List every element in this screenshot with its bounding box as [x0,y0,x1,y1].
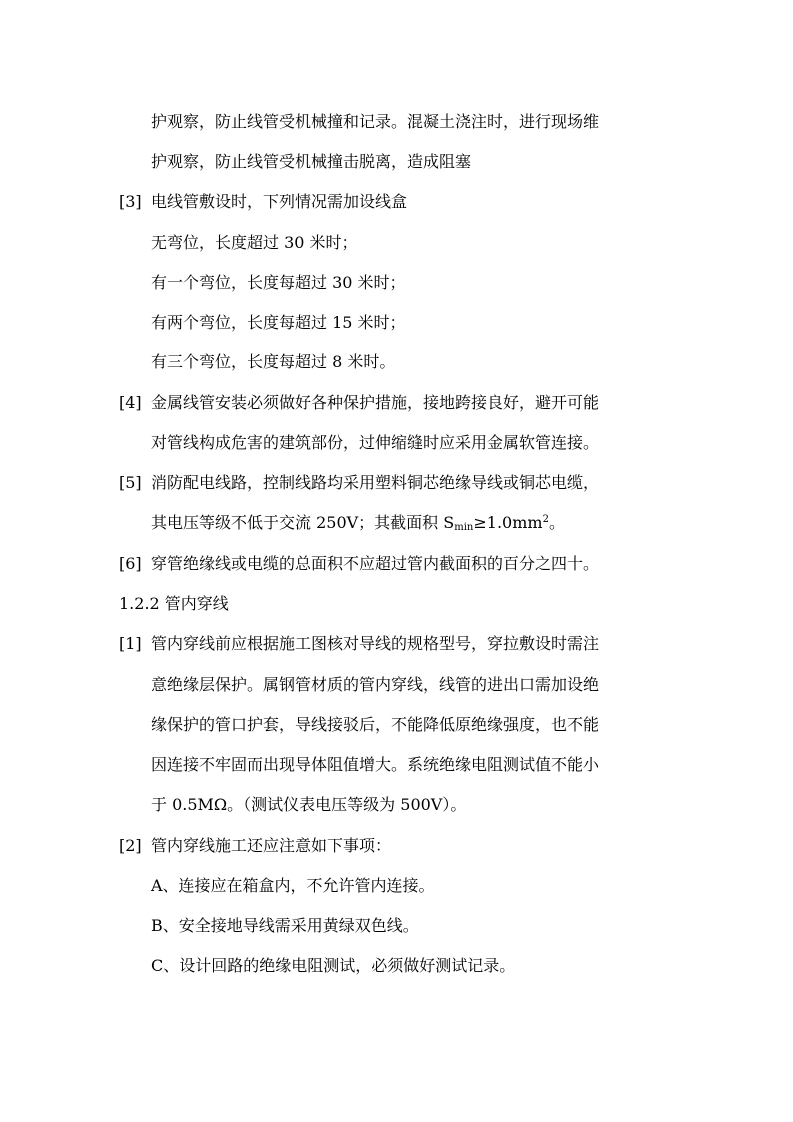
text-line: 意绝缘层保护。属钢管材质的管内穿线，线管的进出口需加设绝 [151,675,600,694]
subscript-min: min [454,522,474,533]
item-number: [6] [119,554,142,573]
section-heading: 1.2.2 管内穿线 [119,594,229,613]
text-line: 管内穿线前应根据施工图核对导线的规格型号，穿拉敷设时需注 [151,634,600,653]
formula-text-c: 。 [548,513,565,532]
text-line-formula [151,511,565,535]
text-line: 缘保护的管口护套，导线接驳后，不能降低原绝缘强度，也不能 [151,715,600,734]
text-line: 有两个弯位，长度每超过 15 米时； [151,313,406,332]
text-line: 穿管绝缘线或电缆的总面积不应超过管内截面积的百分之四十。 [151,554,600,573]
text-line: 对管线构成危害的建筑部份，过伸缩缝时应采用金属软管连接。 [151,433,600,452]
text-line: B、安全接地导线需采用黄绿双色线。 [151,916,419,935]
item-number: [5] [119,473,142,492]
text-line: 金属线管安装必须做好各种保护措施，接地跨接良好，避开可能 [151,393,600,412]
text-line: C、设计回路的绝缘电阻测试，必须做好测试记录。 [151,956,516,975]
text-line: 于 0.5MΩ。（测试仪表电压等级为 500V）。 [151,795,467,814]
formula-text-a: 其电压等级不低于交流 250V；其截面积 S [151,513,455,532]
text-line: 管内穿线施工还应注意如下事项： [151,836,392,855]
text-line: 因连接不牢固而出现导体阻值增大。系统绝缘电阻测试值不能小 [151,755,600,774]
formula-text-b: ≥1.0mm [473,513,543,532]
text-line: 护观察，防止线管受机械撞击脱离，造成阻塞 [151,152,472,171]
text-line: 电线管敷设时，下列情况需加设线盒 [151,192,408,211]
text-line: 有三个弯位，长度每超过 8 米时。 [151,352,396,371]
text-line: 无弯位，长度超过 30 米时； [151,233,358,252]
item-number: [2] [119,836,142,855]
item-number: [1] [119,634,142,653]
item-number: [3] [119,192,142,211]
superscript-squared: 2 [542,514,549,525]
text-line: A、连接应在箱盒内，不允许管内连接。 [151,876,435,895]
text-line: 护观察，防止线管受机械撞和记录。混凝土浇注时，进行现场维 [151,112,600,131]
item-number: [4] [119,393,142,412]
text-line: 消防配电线路，控制线路均采用塑料铜芯绝缘导线或铜芯电缆， [151,473,600,492]
text-line: 有一个弯位，长度每超过 30 米时； [151,273,406,292]
